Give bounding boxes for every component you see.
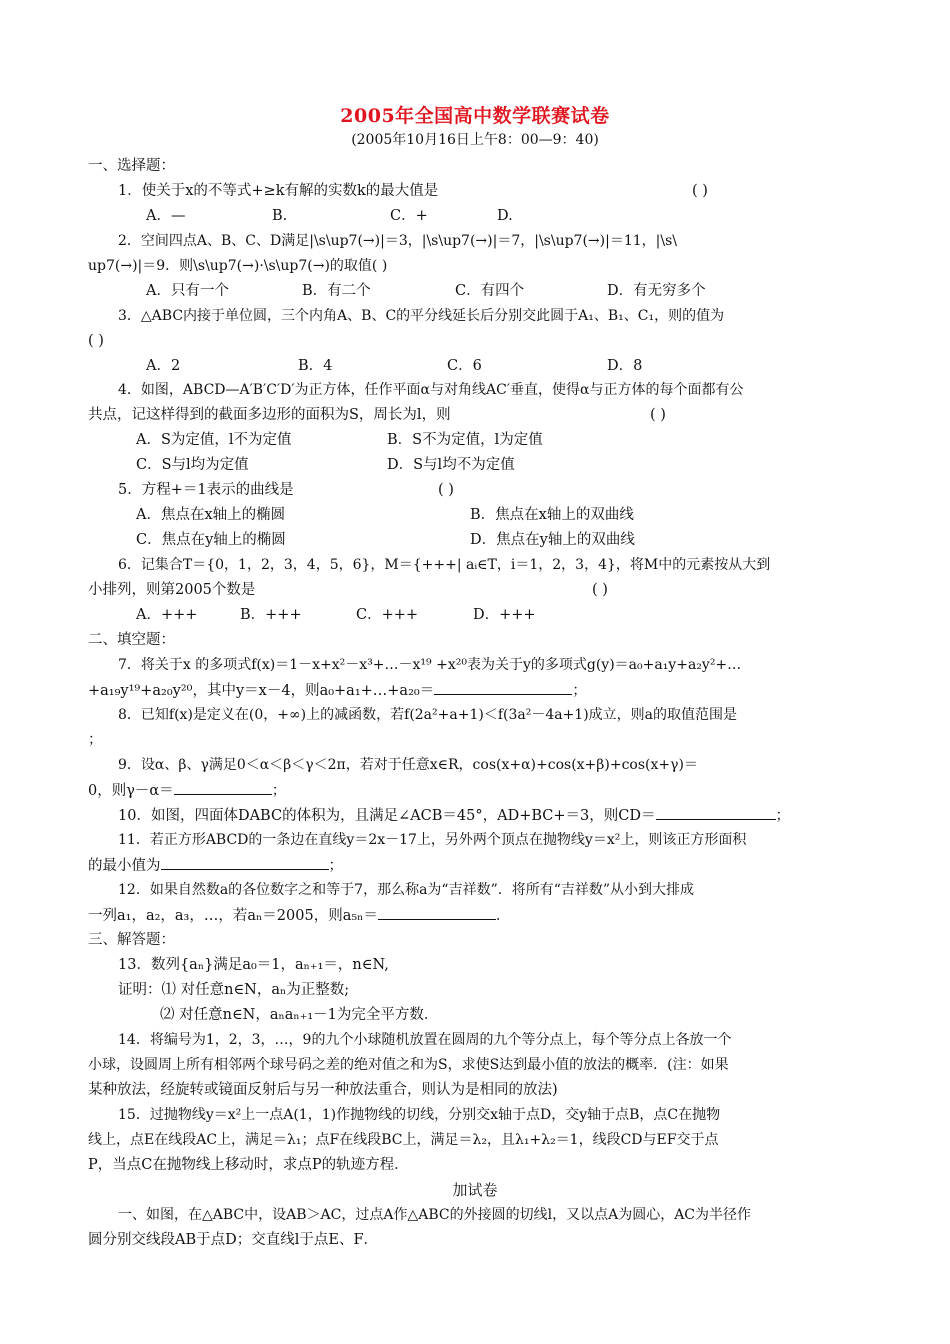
q3-option-b: B．4 — [298, 358, 333, 374]
q4-line1: 4．如图，ABCD—A′B′C′D′为正方体，任作平面α与对角线AC′垂直，使得α与正方体的每个面都有公 — [118, 382, 744, 398]
q10-text: 10．如图，四面体DABC的体积为，且满足∠ACB＝45°，AD+BC+＝3，则CD＝ — [118, 808, 656, 824]
q5-option-b: B．焦点在x轴上的双曲线 — [470, 507, 634, 523]
q3-option-a: A．2 — [146, 358, 181, 374]
q12-line2-end: ． — [495, 908, 511, 924]
q8-line1: 8．已知f(x)是定义在(0，+∞)上的减函数，若f(2a²+a+1)＜f(3a²－4a+1)成立，则a的取值范围是 — [118, 707, 738, 723]
q9-line2-end: ； — [271, 783, 287, 799]
q3-option-c: C．6 — [447, 358, 482, 374]
q12-answer-blank[interactable] — [378, 905, 496, 920]
q10-line — [118, 805, 790, 826]
extra-heading: 加试卷 — [452, 1181, 498, 1199]
q6-line1: 6．记集合T＝{0，1，2，3，4，5，6}，M＝{+++| aᵢ∈T，i＝1，2，3，4}，将M中的元素按从大到 — [118, 557, 771, 573]
q5-answer-paren: ( ) — [438, 482, 454, 498]
q7-line2-text: +a₁₉y¹⁹+a₂₀y²⁰，其中y＝x－4，则a₀+a₁+…+a₂₀＝ — [88, 683, 435, 699]
q10-answer-blank[interactable] — [656, 805, 776, 820]
q6-line2: 小排列，则第2005个数是 — [88, 582, 256, 598]
q2-option-d: D．有无穷多个 — [607, 283, 706, 299]
q3-line1: 3．△ABC内接于单位圆，三个内角A、B、C的平分线延长后分别交此圆于A₁、B₁、C₁，则的值为 — [118, 308, 725, 324]
q11-line2-text: 的最小值为 — [88, 858, 161, 874]
q14-line1: 14．将编号为1，2，3，…，9的九个小球随机放置在圆周的九个等分点上，每个等分点上各放一个 — [118, 1032, 732, 1048]
q14-line2: 小球，设圆周上所有相邻两个球号码之差的绝对值之和为S，求使S达到最小值的放法的概率．(注：如果 — [88, 1057, 729, 1073]
q1-option-d: D. — [497, 208, 513, 224]
q7-line2 — [88, 680, 587, 701]
q13-line3: ⑵ 对任意n∈N，aₙaₙ₊₁－1为完全平方数． — [160, 1007, 439, 1023]
q6-option-a: A．+++ — [136, 607, 198, 623]
q9-answer-blank[interactable] — [174, 780, 272, 795]
q1-option-c: C．+ — [390, 208, 428, 224]
q3-line2: ( ) — [88, 333, 104, 349]
section-fill: 二、填空题： — [88, 632, 175, 648]
q15-line3: P，当点C在抛物线上移动时，求点P的轨迹方程． — [88, 1157, 409, 1173]
q1-option-a: A．— — [146, 208, 186, 224]
q2-line2: up7(→)|＝9．则\s\up7(→)·\s\up7(→)的取值( ) — [88, 258, 388, 274]
q2-option-c: C．有四个 — [455, 283, 525, 299]
q3-option-d: D．8 — [607, 358, 643, 374]
q14-line3: 某种放法，经旋转或镜面反射后与另一种放法重合，则认为是相同的放法) — [88, 1082, 558, 1098]
q7-line1: 7．将关于x 的多项式f(x)＝1－x+x²－x³+…－x¹⁹ +x²⁰表为关于y的多项式g(y)＝a₀+a₁y+a₂y²+… — [118, 657, 742, 673]
extra-line1: 一、如图，在△ABC中，设AB＞AC，过点A作△ABC的外接圆的切线l，又以点A为圆心，AC为半径作 — [118, 1207, 752, 1223]
q10-end: ； — [775, 808, 790, 824]
q7-line2-end: ； — [572, 683, 587, 699]
q12-line2-text: 一列a₁，a₂，a₃，…，若aₙ＝2005，则a₅ₙ＝ — [88, 908, 378, 924]
q1-option-b: B. — [272, 208, 288, 224]
q5-option-d: D．焦点在y轴上的双曲线 — [470, 532, 635, 548]
q11-answer-blank[interactable] — [161, 855, 329, 870]
q6-option-d: D．+++ — [473, 607, 536, 623]
exam-subtitle: (2005年10月16日上午8：00—9：40) — [351, 132, 599, 148]
q9-line2-text: 0，则γ－α＝ — [88, 783, 174, 799]
q9-line2 — [88, 780, 286, 801]
q9-line1: 9．设α、β、γ满足0＜α＜β＜γ＜2π，若对于任意x∈R，cos(x+α)+cos(x+β)+cos(x+γ)＝ — [118, 757, 698, 773]
q2-line1: 2．空间四点A、B、C、D满足|\s\up7(→)|＝3，|\s\up7(→)|＝7，|\s\up7(→)|＝11，|\s\ — [118, 233, 677, 249]
q6-option-c: C．+++ — [356, 607, 419, 623]
q12-line2 — [88, 905, 510, 926]
q11-line1: 11．若正方形ABCD的一条边在直线y＝2x－17上，另外两个顶点在抛物线y＝x²上，则该正方形面积 — [118, 832, 747, 848]
q4-line2: 共点，记这样得到的截面多边形的面积为S，周长为l，则 — [88, 407, 451, 423]
q4-option-d: D．S与l均不为定值 — [387, 457, 515, 473]
q4-option-b: B．S不为定值，l为定值 — [387, 432, 543, 448]
q12-line1: 12．如果自然数a的各位数字之和等于7，那么称a为“吉祥数”．将所有“吉祥数”从小到大排成 — [118, 882, 695, 898]
q4-option-a: A．S为定值，l不为定值 — [136, 432, 292, 448]
q5-option-a: A．焦点在x轴上的椭圆 — [136, 507, 286, 523]
q13-line2: 证明：⑴ 对任意n∈N，aₙ为正整数; — [118, 982, 350, 998]
q2-option-a: A．只有一个 — [146, 283, 229, 299]
q2-option-b: B．有二个 — [302, 283, 371, 299]
q1-answer-paren: ( ) — [692, 183, 708, 199]
q15-line2: 线上，点E在线段AC上，满足＝λ₁；点F在线段BC上，满足＝λ₂，且λ₁+λ₂＝1，线段CD与EF交于点 — [88, 1132, 719, 1148]
q4-answer-paren: ( ) — [650, 407, 666, 423]
q5-option-c: C．焦点在y轴上的椭圆 — [136, 532, 286, 548]
q13-line1: 13．数列{aₙ}满足a₀＝1，aₙ₊₁＝，n∈N, — [118, 957, 389, 973]
q8-line2: ； — [88, 732, 103, 748]
section-choice: 一、选择题： — [88, 158, 175, 174]
q5-text: 5．方程+＝1表示的曲线是 — [118, 482, 294, 498]
section-solve: 三、解答题： — [88, 932, 175, 948]
extra-line2: 圆分别交线段AB于点D；交直线l于点E、F． — [88, 1232, 379, 1248]
q11-line2-end: ； — [328, 858, 343, 874]
q15-line1: 15．过抛物线y＝x²上一点A(1，1)作抛物线的切线，分别交x轴于点D，交y轴于点B，点C在抛物 — [118, 1107, 721, 1123]
q11-line2 — [88, 855, 343, 876]
q4-option-c: C．S与l均为定值 — [136, 457, 249, 473]
exam-title: 2005年全国高中数学联赛试卷 — [340, 105, 610, 127]
q6-answer-paren: ( ) — [592, 582, 608, 598]
q7-answer-blank[interactable] — [434, 680, 572, 695]
q6-option-b: B．+++ — [240, 607, 302, 623]
q1-text: 1．使关于x的不等式+≥k有解的实数k的最大值是 — [118, 183, 439, 199]
